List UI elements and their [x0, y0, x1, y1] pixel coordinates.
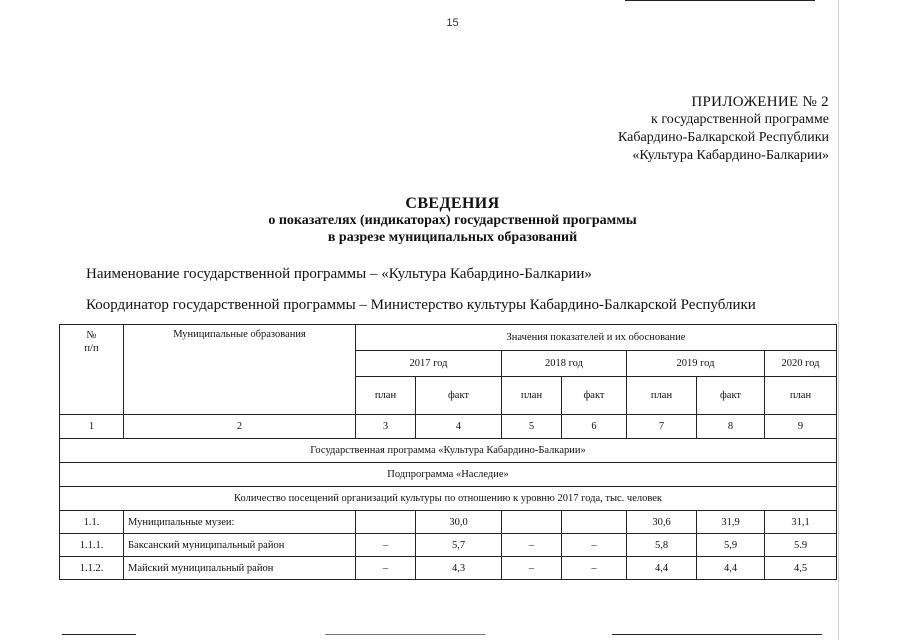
row-number: 1.1.2.	[60, 557, 124, 580]
header-values: Значения показателей и их обоснование	[356, 325, 837, 351]
appendix-block	[618, 93, 829, 165]
row-number: 1.1.	[60, 511, 124, 534]
column-number: 9	[765, 415, 837, 439]
appendix-line-2: Кабардино-Балкарской Республики	[618, 130, 829, 145]
column-number: 4	[416, 415, 502, 439]
table-row	[60, 557, 837, 580]
subheader-2018-fact: факт	[562, 377, 627, 415]
scan-edge-bottom	[325, 634, 485, 635]
scan-edge-top	[625, 0, 815, 1]
scan-edge-bottom	[62, 634, 136, 635]
row-municipality: Баксанский муниципальный район	[124, 534, 356, 557]
value-2019-plan: 30,6	[627, 511, 697, 534]
appendix-line-3: «Культура Кабардино-Балкарии»	[632, 148, 829, 163]
section-indicator: Количество посещений организаций культуры по отношению к уровню 2017 года, тыс. человек	[60, 487, 837, 511]
heading-line-2: в разрезе муниципальных образований	[327, 230, 578, 245]
value-2017-fact: 30,0	[416, 511, 502, 534]
scan-edge-bottom	[612, 634, 822, 635]
value-2018-plan: –	[502, 557, 562, 580]
subheader-2019-fact: факт	[697, 377, 765, 415]
column-number: 3	[356, 415, 416, 439]
value-2020-plan: 5.9	[765, 534, 837, 557]
column-number: 8	[697, 415, 765, 439]
header-number: № п/п	[60, 325, 124, 415]
column-number: 5	[502, 415, 562, 439]
column-number: 6	[562, 415, 627, 439]
program-coordinator: Координатор государственной программы – Министерство культуры Кабардино-Балкарской Республики	[86, 297, 756, 313]
heading-title: СВЕДЕНИЯ	[405, 195, 500, 212]
column-number: 1	[60, 415, 124, 439]
subheader-2019-plan: план	[627, 377, 697, 415]
value-2017-plan	[356, 511, 416, 534]
column-number: 7	[627, 415, 697, 439]
value-2018-fact: –	[562, 557, 627, 580]
column-number: 2	[124, 415, 356, 439]
subheader-2017-plan: план	[356, 377, 416, 415]
page-number: 15	[446, 17, 459, 29]
program-name: Наименование государственной программы – «Культура Кабардино-Балкарии»	[86, 266, 592, 282]
value-2018-fact: –	[562, 534, 627, 557]
value-2019-fact: 4,4	[697, 557, 765, 580]
row-number: 1.1.1.	[60, 534, 124, 557]
subheader-2018-plan: план	[502, 377, 562, 415]
appendix-title: ПРИЛОЖЕНИЕ № 2	[691, 94, 829, 110]
value-2017-fact: 5,7	[416, 534, 502, 557]
table-row	[60, 534, 837, 557]
header-year-2017: 2017 год	[356, 351, 502, 377]
value-2020-plan: 4,5	[765, 557, 837, 580]
value-2019-fact: 5,9	[697, 534, 765, 557]
header-year-2019: 2019 год	[627, 351, 765, 377]
value-2017-plan: –	[356, 534, 416, 557]
heading-line-1: о показателях (индикаторах) государственной программы	[268, 213, 637, 228]
value-2017-plan: –	[356, 557, 416, 580]
row-municipality: Муниципальные музеи:	[124, 511, 356, 534]
value-2019-plan: 4,4	[627, 557, 697, 580]
header-year-2018: 2018 год	[502, 351, 627, 377]
value-2017-fact: 4,3	[416, 557, 502, 580]
row-municipality: Майский муниципальный район	[124, 557, 356, 580]
section-program: Государственная программа «Культура Кабардино-Балкарии»	[60, 439, 837, 463]
value-2020-plan: 31,1	[765, 511, 837, 534]
value-2018-fact	[562, 511, 627, 534]
header-municipality: Муниципальные образования	[124, 325, 356, 415]
value-2018-plan: –	[502, 534, 562, 557]
value-2019-fact: 31,9	[697, 511, 765, 534]
scan-margin-line	[838, 0, 839, 640]
header-year-2020: 2020 год	[765, 351, 837, 377]
table-row	[60, 511, 837, 534]
value-2018-plan	[502, 511, 562, 534]
appendix-line-1: к государственной программе	[651, 112, 829, 127]
subheader-2020-plan: план	[765, 377, 837, 415]
value-2019-plan: 5,8	[627, 534, 697, 557]
document-heading	[0, 195, 905, 246]
section-subprogram: Подпрограмма «Наследие»	[60, 463, 837, 487]
indicators-table	[59, 324, 837, 580]
subheader-2017-fact: факт	[416, 377, 502, 415]
